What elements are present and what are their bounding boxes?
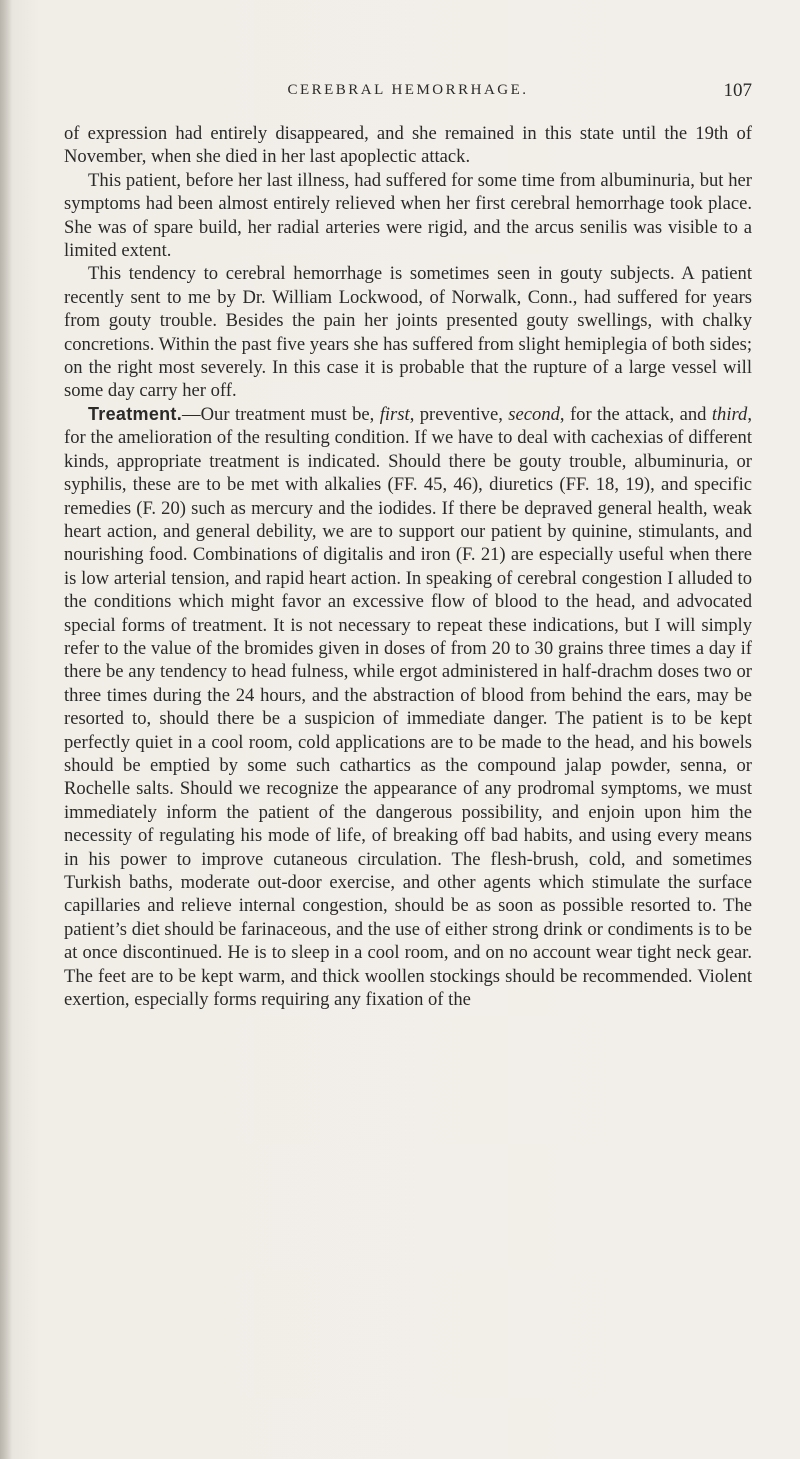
treatment-third: third <box>711 403 748 425</box>
paragraph-gouty-subjects: This tendency to cerebral hemorrhage is sometimes seen in gouty subjects. A patient recently sent to me by Dr. William Lockwood, of Norwalk, Conn., had suffered for years from gouty trouble. Besides the pain her joints presented gouty swellings, with chalky concretions. Within the past five years she has suffered from slight hemiplegia of both sides; on the right most severely. In this case it is probable that the rupture of a large vessel will some day carry her off. <box>64 263 752 402</box>
running-head: CEREBRAL HEMORRHAGE. <box>287 82 529 98</box>
treatment-text-3: , for the attack, and <box>559 403 712 425</box>
paragraph-patient-history: This patient, before her last illness, had suffered for some time from albuminuria, but her symptoms had been almost entirely relieved when her first cerebral hemorrhage took place. She was of spare build, her radial arteries were rigid, and the arcus senilis was visible to a limited extent. <box>64 169 752 262</box>
treatment-second: second <box>508 403 560 425</box>
treatment-text-4: , for the amelioration of the resulting condition. If we have to deal with cachexias of different kinds, appropriate treatment is indicated. Should there be gouty trouble, albuminuria, or syphilis, these are to be met with alkalies (FF. 45, 46), diuretics (FF. 18, 19), and specific remedies (F. 20) such as mercury and the iodides. If there be depraved general health, weak heart action, and general debility, we are to support our patient by quinine, stimulants, and nourishing food. Combinations of digitalis and iron (F. 21) are especially useful when there is low arterial tension, and rapid heart action. In speaking of cerebral congestion I alluded to the conditions which might favor an excessive flow of blood to the head, and advocated special forms of treatment. It is not necessary to repeat these indications, but I will simply refer to the value of the bromides given in doses of from 20 to 30 grains three times a day if there be any tendency to head fulness, while ergot administered in half-drachm doses two or three times during the 24 hours, and the abstraction of blood from behind the ears, may be resorted to, should there be a suspicion of immediate danger. The patient is to be kept perfectly quiet in a cool room, cold applications are to be made to the head, and his bowels should be emptied by some such cathartics as the compound jalap powder, senna, or Rochelle salts. Should we recognize the appearance of any prodromal symptoms, we must immediately inform the patient of the dangerous possibility, and enjoin upon him the necessity of regulating his mode of life, of breaking off bad habits, and using every means in his power to improve cutaneous circulation. The flesh-brush, cold, and sometimes Turkish baths, moderate out-door exercise, and other agents which stimulate the surface capillaries and relieve internal congestion, should be as soon as possible resorted to. The patient’s diet should be farinaceous, and the use of either strong drink or condiments is to be at once discontinued. He is to sleep in a cool room, and on no account wear tight neck gear. The feet are to be kept warm, and thick woollen stockings should be recommended. Violent exertion, especially forms requiring any fixation of the <box>64 403 752 1011</box>
paragraph-treatment <box>64 403 752 1012</box>
page-header <box>64 80 752 106</box>
binding-shadow <box>0 0 12 1459</box>
treatment-text-2: , preventive, <box>409 403 509 425</box>
paragraph-continued: of expression had entirely disappeared, and she remained in this state until the 19th of November, when she died in her last apoplectic attack. <box>64 123 752 168</box>
treatment-text-1: —Our treatment must be, <box>182 403 380 425</box>
treatment-heading: Treatment. <box>88 403 183 424</box>
body-text <box>64 122 752 1011</box>
treatment-first: first <box>379 403 410 425</box>
page-number: 107 <box>723 80 752 101</box>
